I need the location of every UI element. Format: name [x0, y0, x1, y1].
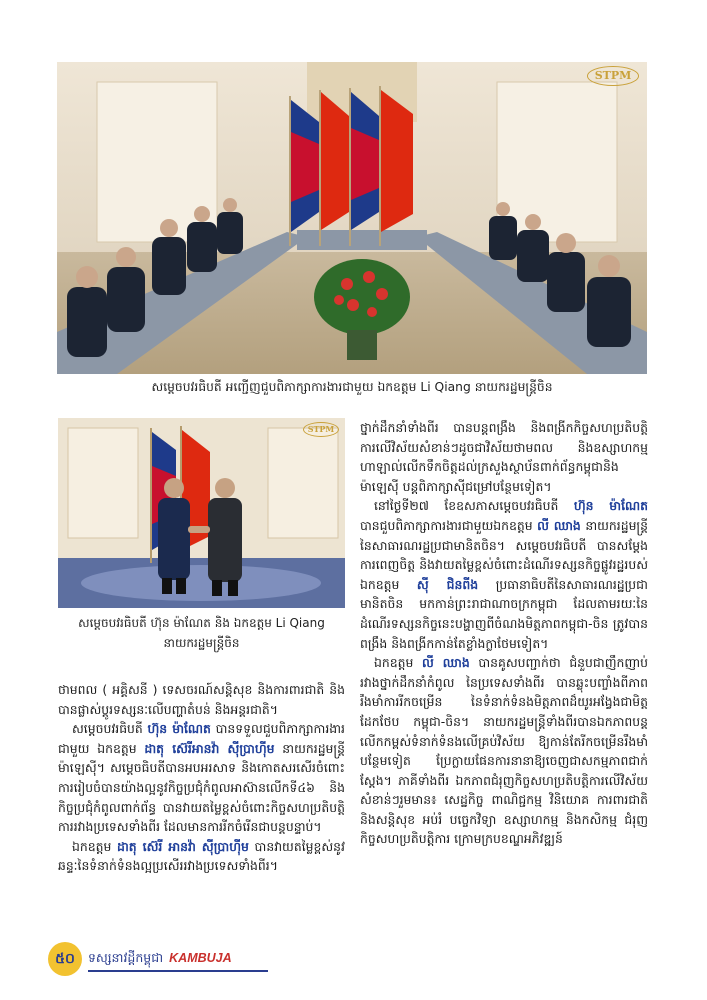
magazine-title — [88, 950, 232, 969]
name-highlight: លី ឈាង — [421, 655, 470, 671]
text: នាយករដ្ឋមន្ត្រីនៃសាធារណរដ្ឋប្រជាមានិតចិន។ សម្ដេចបវរធិបតី បានសម្ដែងការពេញចិត្ត និងវាយតម្លៃខ្ពស់ចំពោះដំណើរទស្សនកិច្ចផ្លូវរដ្ឋរបស់ឯកឧត្តម — [360, 517, 648, 592]
text: នាយករដ្ឋមន្ត្រីម៉ាឡេស៊ី។ សម្ដេចធិបតីបានអបអរសាទ និងកោតសរសើរចំពោះការរៀបចំបានយ៉ាងល្អនូវកិច្ចប្រជុំកំពូលអាស៊ានលើកទី៤៦ និងកិច្ចប្រជុំកំពូលពាក់ព័ន្ធ បានវាយតម្លៃខ្ពស់ចំពោះកិច្ចសហប្រតិបត្តិការរវាងប្រទេសទាំងពីរ ដែលមានការរីកចំរើនជាបន្តបន្ទាប់។ — [58, 740, 345, 835]
left-photo-caption — [58, 613, 345, 653]
text: ប្រធានាធិបតីនៃសាធារណរដ្ឋប្រជាមានិតចិន មកកាន់ព្រះរាជាណាចក្រកម្ពុជា ដែលតាមរយៈនៃដំណើរទស្សនកិច្ចនេះបង្ហាញពីចំណងមិត្តភាពកម្ពុជា-ចិន ត្រូវបានពង្រឹង និងពង្រីកកាន់តែខ្លាំងក្លាថែមទៀត។ — [360, 576, 648, 651]
brand-name: KAMBUJA — [169, 951, 232, 965]
text: ឯកឧត្តម — [374, 655, 414, 671]
name-highlight: លី ឈាង — [537, 517, 581, 533]
page-footer — [48, 942, 288, 976]
stpm-logo-small: STPM — [303, 422, 339, 437]
stpm-logo: STPM — [587, 66, 639, 86]
meeting-photo — [57, 62, 647, 374]
footer-rule — [88, 970, 268, 972]
name-highlight: ស៊ី ជិនពីង — [416, 576, 479, 592]
left-column-text — [58, 680, 345, 930]
text: នៅថ្ងៃទី២៧ ខែឧសភាសម្តេចបវរធិបតី — [374, 498, 559, 514]
text: បានគូសបញ្ជាក់ថា ជំនួបជាញឹកញាប់រវាងថ្នាក់ដឹកនាំកំពូល នៃប្រទេសទាំងពីរ បានឆ្លុះបញ្ចាំងពីភាពរឹងមាំការរីកចម្រើន នៃទំនាក់ទំនងមិត្តភាពដ៏យូរអង្វែងជាមិត្តដែកថែប កម្ពុជា-ចិន។ នាយករដ្ឋមន្ត្រីទាំងពីរបានឯកភាពបន្តលើកកម្ពស់ទំនាក់ទំនងលើគ្រប់វិស័យ ឱ្យកាន់តែរីកចម្រើនរឹងមាំបន្ថែមទៀត ប្រែក្លាយផែនការនានាឱ្យចេញជាសកម្មភាពជាក់ស្ដែង។ ភាគីទាំងពីរ ឯកភាពជំរុញកិច្ចសហប្រតិបត្តិការលើវិស័យសំខាន់ៗរួមមាន៖ សេដ្ឋកិច្ច ពាណិជ្ជកម្ម វិនិយោគ ការពារជាតិនិងសន្តិសុខ អប់រំ បច្ចេកវិទ្យា ឧស្សាហកម្ម និងកសិកម្ម ជំរុញកិច្ចសហប្រតិបត្តិការ ក្រោមក្របខណ្ឌអភិវឌ្ឍន៍ — [360, 655, 648, 847]
magazine-name: ទស្សនាវដ្តីកម្ពុជា — [88, 950, 164, 965]
right-paragraph-2 — [360, 496, 648, 653]
right-paragraph-1: ថ្នាក់ដឹកនាំទាំងពីរ បានបន្តពង្រឹង និងពង្រីកកិច្ចសហប្រតិបត្តិការលើវិស័យសំខាន់ៗដូចជាវិស័យថាមពល និងឧស្សាហកម្មហាឡាល់លើកទឹកចិត្តដល់ក្រសួងស្ថាប័នពាក់ព័ន្ធកម្ពុជានិងម៉ាឡេស៊ី បន្តពិភាក្សាស៊ីជម្រៅបន្ថែមទៀត។ — [360, 420, 648, 494]
text: បានវាយតម្លៃខ្ពស់នូវឆន្ទៈនៃទំនាក់ទំនងល្អប្រសើររវាងប្រទេសទាំងពីរ។ — [58, 838, 345, 874]
left-caption-line-1: សម្ដេចបវរធិបតី ហ៊ុន ម៉ាណែត និង ឯកឧត្តម Li Qiang — [78, 616, 325, 630]
text: ឯកឧត្តម — [72, 838, 112, 854]
name-highlight: ដាតុ ស៊េរី អានវ៉ា ស៊ីប្រាហ៊ីម — [116, 838, 249, 854]
handshake-photo — [58, 418, 345, 608]
left-caption-line-2: នាយករដ្ឋមន្ដ្រីចិន — [163, 636, 240, 650]
text: សម្ដេចបវរធិបតី — [72, 721, 143, 737]
right-paragraph-3 — [360, 653, 648, 849]
name-highlight: ដាតុ ស៊េរីអានវ៉ា ស៊ីប្រាហ៊ីម — [144, 740, 275, 756]
left-paragraph-2 — [58, 719, 345, 837]
text: បានជួបពិភាក្សាការងារជាមួយឯកឧត្តម — [360, 517, 533, 533]
top-photo-caption: សម្ដេចបវរធិបតី អញ្ជើញជួបពិភាក្សាការងារជាមួយ ឯកឧត្តម Li Qiang នាយករដ្ឋមន្ដ្រីចិន — [151, 380, 553, 394]
left-paragraph-1: ថាមពល ( អគ្គិសនី ) ទេសចរណ៍សន្តិសុខ និងការពារជាតិ និងបានផ្លាស់ប្ដូរទស្សនៈលើបញ្ហាតំបន់ និងអន្តរជាតិ។ — [58, 682, 345, 717]
text: បានទទួលជួបពិភាក្សាការងារជាមួយ ឯកឧត្តម — [58, 721, 345, 756]
page-number: ៥០ — [48, 942, 82, 976]
left-paragraph-3 — [58, 837, 345, 876]
name-highlight: ហ៊ុន ម៉ាណែត — [573, 498, 648, 514]
name-highlight: ហ៊ុន ម៉ាណែត — [147, 721, 211, 737]
right-column-text — [360, 418, 648, 934]
